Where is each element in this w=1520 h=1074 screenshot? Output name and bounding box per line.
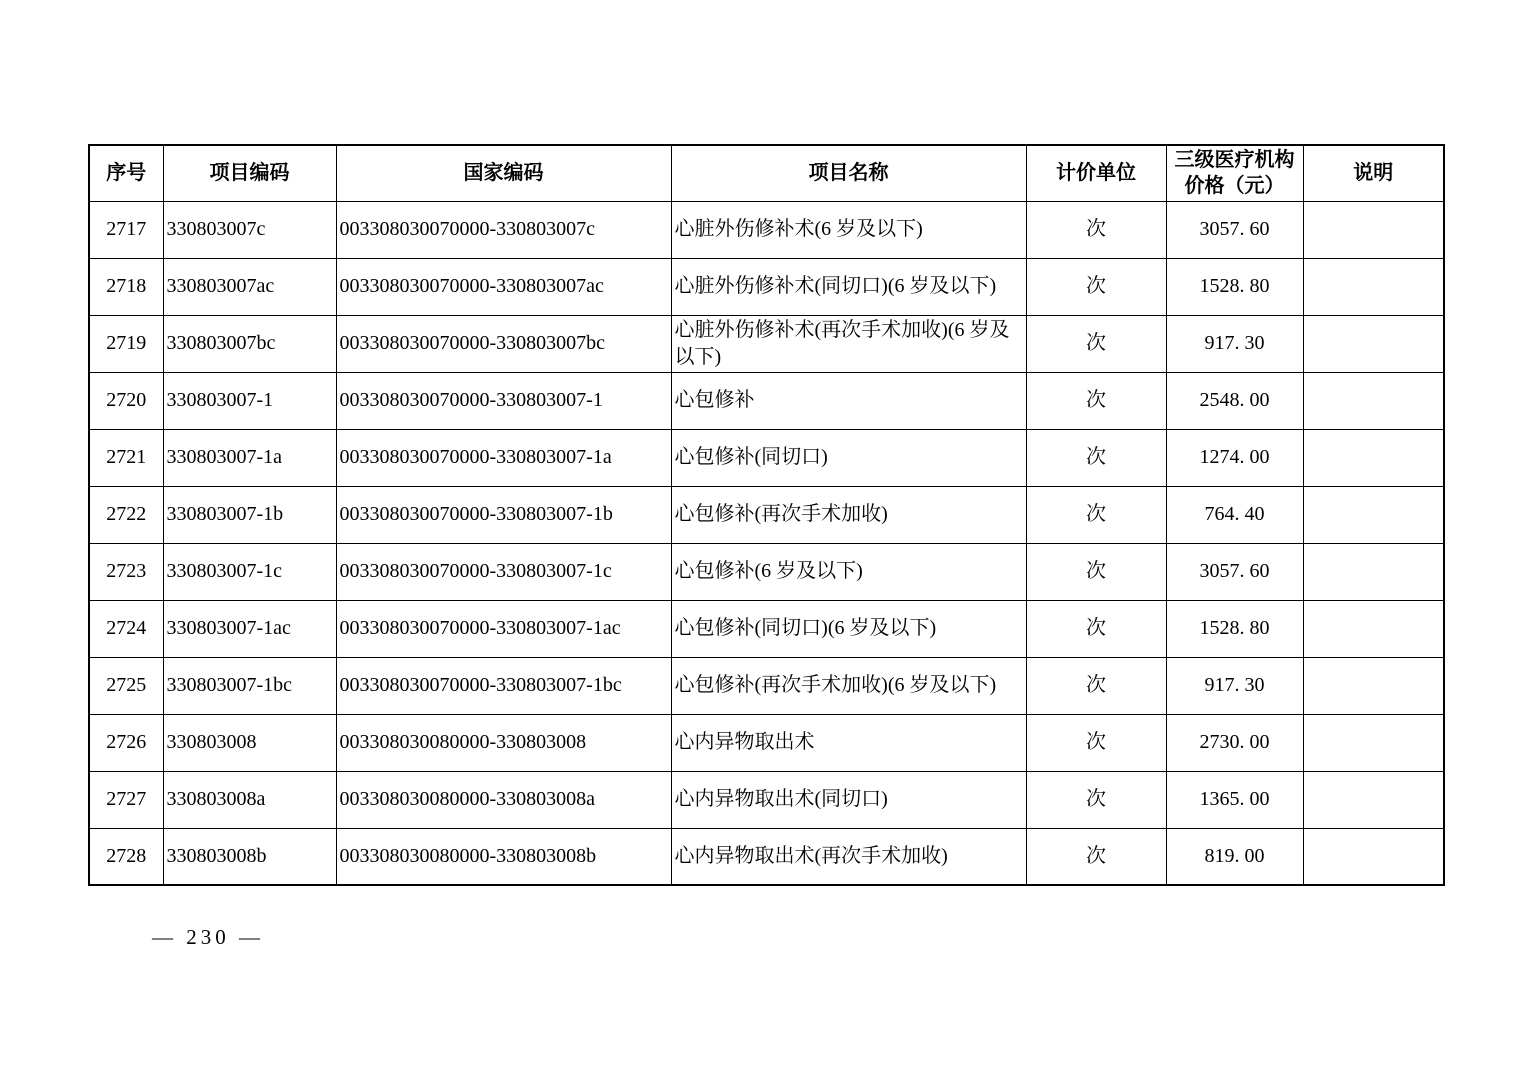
- cell-unit: 次: [1026, 657, 1166, 714]
- header-price: 三级医疗机构价格（元）: [1166, 145, 1303, 201]
- cell-price: 3057. 60: [1166, 201, 1303, 258]
- cell-project-name: 心包修补: [671, 372, 1026, 429]
- cell-price: 917. 30: [1166, 657, 1303, 714]
- cell-project-name: 心脏外伤修补术(同切口)(6 岁及以下): [671, 258, 1026, 315]
- header-row: [89, 145, 1444, 201]
- cell-national-code: 003308030080000-330803008b: [336, 828, 671, 885]
- table-row: [89, 372, 1444, 429]
- cell-unit: 次: [1026, 315, 1166, 372]
- cell-seq: 2725: [89, 657, 163, 714]
- cell-project-code: 330803007-1bc: [163, 657, 336, 714]
- cell-project-code: 330803008b: [163, 828, 336, 885]
- cell-project-code: 330803007ac: [163, 258, 336, 315]
- cell-price: 764. 40: [1166, 486, 1303, 543]
- cell-price: 3057. 60: [1166, 543, 1303, 600]
- cell-project-code: 330803007-1c: [163, 543, 336, 600]
- cell-note: [1303, 486, 1444, 543]
- cell-unit: 次: [1026, 429, 1166, 486]
- cell-project-name: 心内异物取出术(再次手术加收): [671, 828, 1026, 885]
- header-national-code: 国家编码: [336, 145, 671, 201]
- table-row: [89, 714, 1444, 771]
- price-table-header: [89, 145, 1444, 201]
- cell-project-code: 330803008: [163, 714, 336, 771]
- cell-note: [1303, 771, 1444, 828]
- cell-note: [1303, 429, 1444, 486]
- cell-price: 1365. 00: [1166, 771, 1303, 828]
- cell-price: 1528. 80: [1166, 600, 1303, 657]
- cell-project-code: 330803007bc: [163, 315, 336, 372]
- cell-price: 1528. 80: [1166, 258, 1303, 315]
- header-project-code: 项目编码: [163, 145, 336, 201]
- cell-project-name: 心包修补(同切口)(6 岁及以下): [671, 600, 1026, 657]
- cell-seq: 2724: [89, 600, 163, 657]
- price-table: [88, 144, 1445, 886]
- table-row: [89, 771, 1444, 828]
- cell-unit: 次: [1026, 828, 1166, 885]
- cell-project-name: 心包修补(再次手术加收): [671, 486, 1026, 543]
- cell-seq: 2719: [89, 315, 163, 372]
- cell-seq: 2718: [89, 258, 163, 315]
- cell-price: 917. 30: [1166, 315, 1303, 372]
- cell-seq: 2727: [89, 771, 163, 828]
- cell-seq: 2721: [89, 429, 163, 486]
- cell-national-code: 003308030070000-330803007-1: [336, 372, 671, 429]
- table-row: [89, 600, 1444, 657]
- price-table-body: [89, 201, 1444, 885]
- cell-price: 2730. 00: [1166, 714, 1303, 771]
- cell-unit: 次: [1026, 543, 1166, 600]
- header-project-name: 项目名称: [671, 145, 1026, 201]
- table-row: [89, 258, 1444, 315]
- table-row: [89, 486, 1444, 543]
- cell-national-code: 003308030070000-330803007-1c: [336, 543, 671, 600]
- cell-project-code: 330803007-1b: [163, 486, 336, 543]
- cell-note: [1303, 600, 1444, 657]
- cell-note: [1303, 828, 1444, 885]
- cell-national-code: 003308030080000-330803008a: [336, 771, 671, 828]
- table-row: [89, 429, 1444, 486]
- cell-unit: 次: [1026, 486, 1166, 543]
- cell-project-name: 心包修补(6 岁及以下): [671, 543, 1026, 600]
- header-unit: 计价单位: [1026, 145, 1166, 201]
- cell-note: [1303, 315, 1444, 372]
- table-row: [89, 201, 1444, 258]
- cell-project-name: 心内异物取出术(同切口): [671, 771, 1026, 828]
- cell-national-code: 003308030070000-330803007ac: [336, 258, 671, 315]
- cell-seq: 2722: [89, 486, 163, 543]
- cell-unit: 次: [1026, 600, 1166, 657]
- cell-project-code: 330803007c: [163, 201, 336, 258]
- cell-national-code: 003308030070000-330803007-1ac: [336, 600, 671, 657]
- table-row: [89, 543, 1444, 600]
- cell-national-code: 003308030070000-330803007bc: [336, 315, 671, 372]
- cell-unit: 次: [1026, 714, 1166, 771]
- cell-project-code: 330803007-1ac: [163, 600, 336, 657]
- cell-national-code: 003308030070000-330803007-1bc: [336, 657, 671, 714]
- cell-seq: 2723: [89, 543, 163, 600]
- cell-national-code: 003308030070000-330803007c: [336, 201, 671, 258]
- table-row: [89, 315, 1444, 372]
- page-number: — 230 —: [152, 925, 264, 949]
- cell-seq: 2717: [89, 201, 163, 258]
- cell-unit: 次: [1026, 771, 1166, 828]
- cell-project-code: 330803007-1a: [163, 429, 336, 486]
- cell-project-name: 心脏外伤修补术(再次手术加收)(6 岁及以下): [671, 315, 1026, 372]
- cell-note: [1303, 714, 1444, 771]
- cell-seq: 2728: [89, 828, 163, 885]
- cell-note: [1303, 657, 1444, 714]
- header-note: 说明: [1303, 145, 1444, 201]
- table-row: [89, 828, 1444, 885]
- cell-seq: 2720: [89, 372, 163, 429]
- cell-price: 2548. 00: [1166, 372, 1303, 429]
- cell-price: 819. 00: [1166, 828, 1303, 885]
- cell-project-code: 330803007-1: [163, 372, 336, 429]
- cell-unit: 次: [1026, 201, 1166, 258]
- cell-note: [1303, 543, 1444, 600]
- cell-unit: 次: [1026, 372, 1166, 429]
- cell-note: [1303, 201, 1444, 258]
- cell-project-name: 心内异物取出术: [671, 714, 1026, 771]
- header-seq: 序号: [89, 145, 163, 201]
- cell-project-name: 心脏外伤修补术(6 岁及以下): [671, 201, 1026, 258]
- cell-national-code: 003308030070000-330803007-1b: [336, 486, 671, 543]
- cell-unit: 次: [1026, 258, 1166, 315]
- cell-project-code: 330803008a: [163, 771, 336, 828]
- table-row: [89, 657, 1444, 714]
- cell-seq: 2726: [89, 714, 163, 771]
- cell-national-code: 003308030070000-330803007-1a: [336, 429, 671, 486]
- cell-note: [1303, 372, 1444, 429]
- cell-price: 1274. 00: [1166, 429, 1303, 486]
- cell-project-name: 心包修补(同切口): [671, 429, 1026, 486]
- cell-note: [1303, 258, 1444, 315]
- cell-national-code: 003308030080000-330803008: [336, 714, 671, 771]
- cell-project-name: 心包修补(再次手术加收)(6 岁及以下): [671, 657, 1026, 714]
